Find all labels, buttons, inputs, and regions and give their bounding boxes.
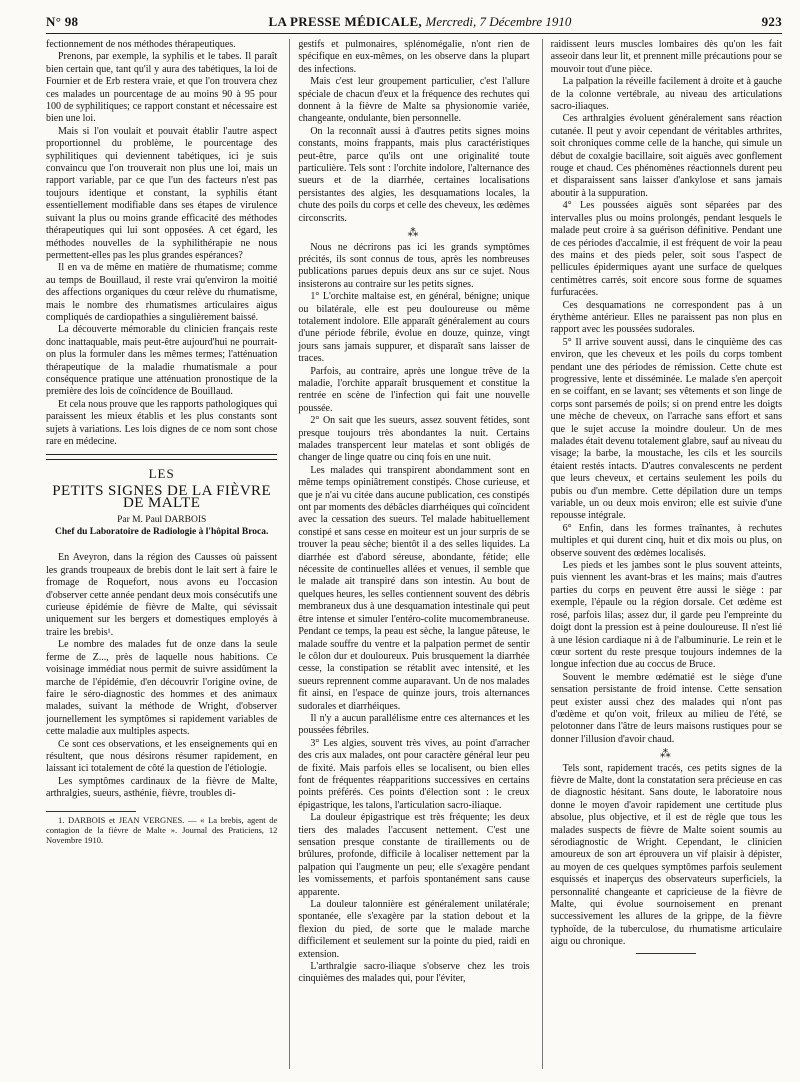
paragraph: Ces arthralgies évoluent généralement sans réaction cutanée. Il peut y avoir cependant de véritables arthrites, soit chroniques comme celle de la hanche, qui simule un début de coxalgie bacillaire, soit aiguës avec gonflement rouge et chaud. Ces phénomènes réactionnels durent peu et disparaissent sans laisser d'ankylose et sans jamais aboutir à la suppuration. bbox=[550, 113, 782, 199]
paragraph: Ces desquamations ne correspondent pas à un érythème antérieur. Elles ne paraissent pas non plus en rapport avec les poussées sudorales. bbox=[550, 299, 782, 336]
paragraph: Tels sont, rapidement tracés, ces petits signes de la fièvre de Malte, dont la constatation sera précieuse en cas de diagnostic hésitant. Sans doute, le laboratoire nous donne le moyen d'avoir rapidement une certitude plus absolue, plus objective, et il est de règle que tous les malades suspects de fièvre de Malte soient soumis au sérodiagnostic de Wright. Cependant, le clinicien amoureux de son art éprouvera un vif plaisir à dépister, au moyen de ces quelques symptômes parfois seulement esquissés et inaperçus des observateurs superficiels, la personnalité changeante et capricieuse de la fièvre de Malte, qui évolue sournoisement en prenant successivement les allures de la grippe, de la fièvre typhoïde, de la tuberculose, du rhumatisme articulaire aigu ou chronique. bbox=[550, 762, 782, 948]
paragraph: Il n'y a aucun parallélisme entre ces alternances et les poussées fébriles. bbox=[298, 712, 530, 737]
paragraph: 1° L'orchite maltaise est, en général, bénigne; unique ou bilatérale, elle est peu douloureuse ou même totalement indolore. Elle apparaît généralement au cours d'une période fébrile, évolue en douze, quinze, vingt jours sans jamais suppurer, et disparaît sans laisser de traces. bbox=[298, 291, 530, 365]
column-3 bbox=[542, 39, 782, 1069]
journal-title bbox=[269, 14, 572, 30]
end-rule bbox=[636, 953, 696, 954]
header-rule bbox=[46, 33, 782, 34]
paragraph: Et cela nous prouve que les rapports pathologiques qui paraissent les mieux établis et les plus constants sont sujets à variations. Les lois dignes de ce nom sont chose rare en médecine. bbox=[46, 398, 278, 447]
journal-name: LA PRESSE MÉDICALE, bbox=[268, 14, 422, 29]
paragraph: On la reconnaît aussi à d'autres petits signes moins constants, moins frappants, mais plus caractéristiques peut-être, parce qu'ils ont une originalité toute particulière. Tels sont : l'orchite indolore, l'alternance des sueurs et de la diarrhée, certaines localisations persistantes des algies, les desquamations locales, la chute des poils du corps et celle des cheveux, les œdèmes circonscrits. bbox=[298, 125, 530, 224]
paragraph: Mais c'est leur groupement particulier, c'est l'allure spéciale de chacun d'eux et la fréquence des rechutes qui donnent à la fièvre de Malte sa physionomie variée, changeante, ondulante, bien personnelle. bbox=[298, 76, 530, 125]
paragraph: raidissent leurs muscles lombaires dès qu'on les fait asseoir dans leur lit, et prennent mille précautions pour se mouvoir tout d'une pièce. bbox=[550, 39, 782, 75]
paragraph: Parfois, au contraire, après une longue trêve de la maladie, l'orchite apparaît brusquement et constitue la rentrée en scène de l'infection qui fait une nouvelle poussée. bbox=[298, 365, 530, 414]
paragraph: Prenons, par exemple, la syphilis et le tabes. Il paraît bien certain que, tant qu'il y aura des tabétiques, la loi de Fournier et de Erb restera vraie, et que l'on trouvera chez ces malades un pourcentage de au moins 90 à 95 pour 100 de syphilitiques; ce rapport constant et nécessaire est bien une loi. bbox=[46, 51, 278, 125]
paragraph: 5° Il arrive souvent aussi, dans le cinquième des cas environ, que les cheveux et les poils du corps tombent pendant une des périodes de rémission. Cette chute est progressive, lente et disséminée. Le malade s'en aperçoit en se coiffant, en se lavant; ses vêtements et son linge de corps sont parsemés de poils; si on prend entre les doigts une mèche de cheveux, on l'arrache sans effort et sans que le sujet accuse la moindre douleur. Un de mes malades était devenu totalement glabre, sauf au niveau du visage; la barbe, la moustache, les cils et les sourcils étaient restés intacts. D'autres convalescents ne perdent que leurs cheveux, et certains seulement les poils du pubis ou d'un membre. Cette dépilation dure un temps variable, un ou deux mois environ; elle est suivie d'une repousse intégrale. bbox=[550, 336, 782, 522]
paragraph: Le nombre des malades fut de onze dans la seule ferme de Z..., près de laquelle nous habitions. Ce voisinage immédiat nous permit de suivre assidûment la marche de l'épidémie, d'en découvrir l'origine ovine, de faire le séro-diagnostic des hommes et des animaux malades, suivant la méthode de Wright, d'observer journellement les symptômes si rapidement variables de cette maladie aux multiples aspects. bbox=[46, 639, 278, 738]
paragraph: La douleur talonnière est généralement unilatérale; spontanée, elle s'exagère par la station debout et la flexion du pied, de sorte que le malade marche difficilement et seulement sur la pointe du pied, raidi en extension. bbox=[298, 899, 530, 960]
paragraph: 3° Les algies, souvent très vives, au point d'arracher des cris aux malades, ont pour caractère général leur peu de fixité. Mais parfois elles se localisent, ou bien elles font de fréquentes réapparitions successives en certains points préférés. Ces points d'élection sont : le creux épigastrique, les talons, l'articulation sacro-iliaque. bbox=[298, 737, 530, 811]
paragraph: Les malades qui transpirent abondamment sont en même temps opiniâtrement constipés. Chose curieuse, et que je n'ai vu citée dans aucune publication, ces constipés ont par moments des débâcles diarrhéiques qui coïncident avec la cessation des sueurs. Tel malade habituellement constipé et sans cesse en moiteur est un jour surpris de se trouver la peau sèche; bientôt il a des selles liquides. La diarrhée est d'abord séreuse, abondante, fétide; elle nécessite de continuelles allées et venues, il semble que le malade ait transpiré dans son intestin. Au bout de quelques heures, les selles contiennent souvent des débris membraneux dus à une desquamation intestinale qui peut être intense et simuler l'entéro-colite mucomembraneuse. Pendant ce temps, la peau est sèche, la langue pâteuse, le malade souffre du ventre et la palpation permet de sentir le côlon dur et douloureux. Puis brusquement la diarrhée cesse, la constipation se rétablit avec intensité, et les sueurs reprennent comme auparavant. Un de nos malades fit ainsi, en l'espace de quinze jours, trois alternances sudorales et diarrhéiques. bbox=[298, 464, 530, 712]
paragraph: La douleur épigastrique est très fréquente; les deux tiers des malades l'accusent nettement. C'est une sensation presque constante de tiraillements ou de brûlures, profonde, difficile à localiser nettement par la palpation qui l'augmente un peu; elle s'exagère pendant les vomissements, et parfois spontanément sans cause apparente. bbox=[298, 812, 530, 898]
paragraph: 2° On sait que les sueurs, assez souvent fétides, sont presque toujours très abondantes la nuit. Certains malades transpercent leur matelas et sont obligés de changer de linge quatre ou cinq fois en une nuit. bbox=[298, 415, 530, 464]
issue-date: Mercredi, 7 Décembre 1910 bbox=[425, 14, 572, 29]
article-separator bbox=[46, 454, 277, 455]
paragraph: Il en va de même en matière de rhumatisme; comme au temps de Bouillaud, il reste vrai qu'environ la moitié des affections organiques du cœur relève du rhumatisme, mais le nombre des rhumatismes articulaires aigus compliqués de cardiopathies a singulièrement baissé. bbox=[46, 262, 278, 323]
paragraph: L'arthralgie sacro-iliaque s'observe chez les trois cinquièmes des malades qui, pour l'éviter, bbox=[298, 961, 530, 985]
issue-number: N° 98 bbox=[46, 14, 79, 29]
paragraph: Les pieds et les jambes sont le plus souvent atteints, puis viennent les avant-bras et les mains; mais d'autres parties du corps en peuvent être aussi le siège : par exemple, l'épaule ou la région dorsale. Cet œdème est rosé, parfois lilas; assez dur, il garde peu l'empreinte du doigt dont la pression est à peine douloureuse. Il n'est lié à une lésion cardiaque ni à de l'albuminurie. Le rein et le cœur sortent du reste presque toujours indemnes de la longue infection due au coccus de Bruce. bbox=[550, 560, 782, 671]
paragraph: 6° Enfin, dans les formes traînantes, à rechutes multiples et qui durent cinq, huit et dix mois ou plus, on observe souvent des œdèmes localisés. bbox=[550, 522, 782, 559]
article-kicker: LES bbox=[148, 466, 175, 482]
paragraph: La palpation la réveille facilement à droite et à gauche de la colonne vertébrale, au niveau des articulations sacro-iliaques. bbox=[550, 76, 782, 113]
paragraph: Les symptômes cardinaux de la fièvre de Malte, arthralgies, sueurs, asthénie, fièvre, troubles di- bbox=[46, 775, 278, 800]
page-number: 923 bbox=[761, 14, 782, 29]
section-asterism: ⁂ bbox=[407, 227, 421, 240]
paragraph: gestifs et pulmonaires, splénomégalie, n'ont rien de spécifique en eux-mêmes, on les observe dans la plupart des infections. bbox=[298, 39, 530, 75]
section-asterism: ⁂ bbox=[659, 748, 673, 761]
article-affiliation: Chef du Laboratoire de Radiologie à l'hôpital Broca. bbox=[54, 527, 269, 538]
column-1 bbox=[46, 39, 277, 1069]
paragraph: En Aveyron, dans la région des Causses où paissent les grands troupeaux de brebis dont le lait sert à faire le fromage de Roquefort, nous avons eu l'occasion d'observer cette année pendant deux mois consécutifs une curieuse épidémie de fièvre de Malte, qui sévissait uniquement sur les bergers et domestiques employés à traire les brebis¹. bbox=[46, 552, 278, 638]
article-title: PETITS SIGNES DE LA FIÈVRE DE MALTE bbox=[52, 482, 272, 512]
paragraph: Mais si l'on voulait et pouvait établir l'autre aspect proportionnel du problème, le pourcentage des syphilitiques qui deviennent tabétiques, ici je suis convaincu que l'on trouverait non plus une loi, mais un rapport variable, par ce que l'un des facteurs n'est pas toujours identique et constant, la syphilis étant essentiellement modifiable dans ses étapes de virulence suivant la plus ou moins grande efficacité des méthodes thérapeutiques qui lui sont opposées. A cet égard, les méthodes nouvelles de la syphilithérapie ne nous permettent-elles pas les plus grandes espérances? bbox=[46, 125, 278, 261]
paragraph: Nous ne décrirons pas ici les grands symptômes précités, ils sont connus de tous, après les nombreuses publications parues depuis deux ans sur ce sujet. Nous insisterons au contraire sur les petits signes. bbox=[298, 241, 530, 290]
footnote-rule bbox=[46, 811, 136, 812]
page-header bbox=[46, 14, 782, 30]
paragraph: Souvent le membre œdématié est le siège d'une sensation persistante de froid intense. Cette sensation peut exister aussi chez des malades qui n'ont pas d'œdème et qu'on voit, frileux au milieu de l'été, se pelotonner dans l'âtre de leurs maisons rustiques pour se donner l'illusion d'avoir chaud. bbox=[550, 671, 782, 745]
footnote: 1. DARBOIS et JEAN VERGNES. — « La brebis, agent de contagion de la fièvre de Malte ». Journal des Praticiens, 12 Novembre 1910. bbox=[46, 814, 278, 845]
paragraph: Ce sont ces observations, et les enseignements qui en résultent, que nous désirons résumer rapidement, en laissant ici totalement de côté la question de l'étiologie. bbox=[46, 738, 278, 775]
paragraph: 4° Les poussées aiguës sont séparées par des intervalles plus ou moins prolongés, pendant lesquels le malade peut croire à sa guérison définitive. Pendant une de ces périodes d'accalmie, il est fréquent de voir la peau des mains et des pieds peler, soit sous l'aspect de pellicules épidermiques ayant une surface de quelques centimètres carrés, soit encore sous forme de squames furfuracées. bbox=[550, 200, 782, 299]
column-2 bbox=[289, 39, 529, 1069]
article-author: Par M. Paul DARBOIS bbox=[117, 514, 207, 525]
paragraph: La découverte mémorable du clinicien français reste donc inattaquable, mais peut-être aujourd'hui ne pourrait-on plus la formuler dans les mêmes termes; l'atténuation thérapeutique de la maladie rhumatismale a pour conséquence pratique une atténuation pronostique de la première des lois de coïncidence de Bouillaud. bbox=[46, 324, 278, 398]
paragraph: fectionnement de nos méthodes thérapeutiques. bbox=[46, 39, 236, 50]
text-columns bbox=[46, 39, 782, 1069]
article-separator-thin bbox=[46, 459, 277, 460]
